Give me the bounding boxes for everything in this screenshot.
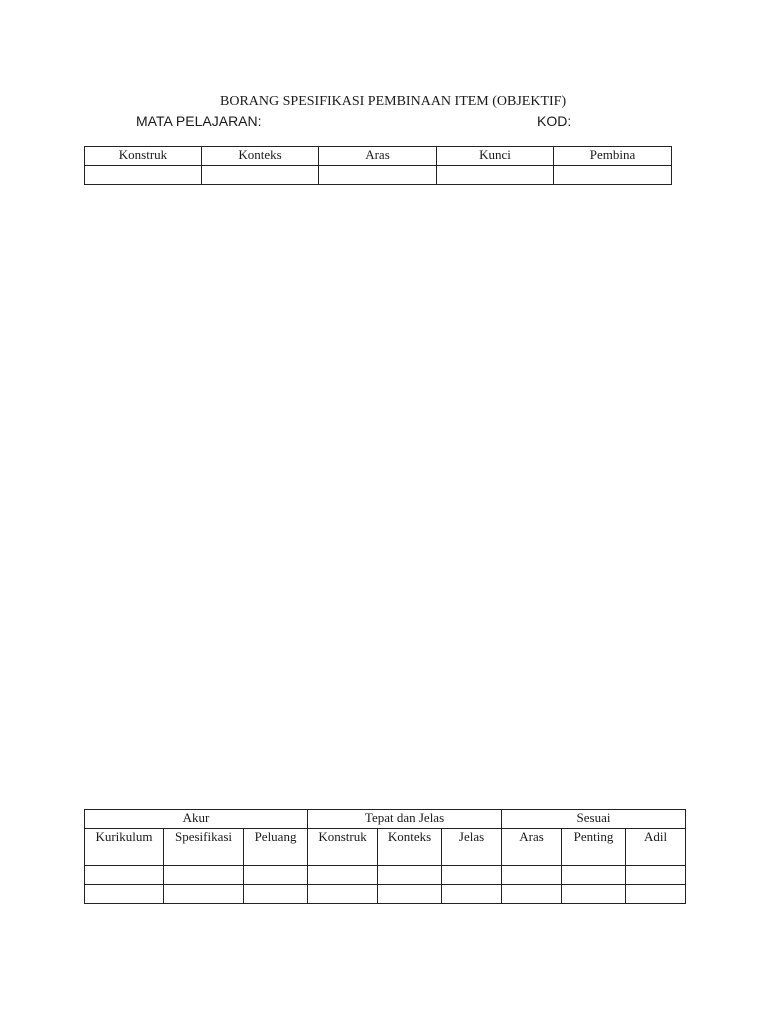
table-cell	[164, 866, 244, 885]
table-cell	[442, 885, 502, 904]
table-cell	[442, 866, 502, 885]
table-cell	[85, 885, 164, 904]
table-cell	[554, 166, 672, 185]
table-cell	[308, 885, 378, 904]
review-group-header: Akur	[85, 810, 308, 829]
subject-label: MATA PELAJARAN:	[136, 113, 262, 129]
spec-col-header: Konstruk	[85, 147, 202, 166]
review-col-header: Konteks	[378, 829, 442, 866]
table-cell	[626, 885, 686, 904]
review-group-row	[85, 810, 686, 829]
table-cell	[626, 866, 686, 885]
spec-header-row	[85, 147, 672, 166]
table-cell	[85, 866, 164, 885]
document-title: BORANG SPESIFIKASI PEMBINAAN ITEM (OBJEKTIF)	[220, 94, 567, 109]
table-cell	[319, 166, 437, 185]
review-subheader-row	[85, 829, 686, 866]
table-cell	[378, 866, 442, 885]
table-cell	[378, 885, 442, 904]
table-cell	[85, 166, 202, 185]
table-cell	[308, 866, 378, 885]
review-col-header: Kurikulum	[85, 829, 164, 866]
table-cell	[562, 866, 626, 885]
table-cell	[502, 885, 562, 904]
table-cell	[164, 885, 244, 904]
review-group-header: Sesuai	[502, 810, 686, 829]
spec-table	[84, 146, 672, 185]
code-label: KOD:	[537, 113, 572, 129]
review-col-header: Penting	[562, 829, 626, 866]
review-col-header: Aras	[502, 829, 562, 866]
table-cell	[562, 885, 626, 904]
table-cell	[437, 166, 554, 185]
table-cell	[202, 166, 319, 185]
table-row	[85, 166, 672, 185]
table-cell	[244, 885, 308, 904]
review-table	[84, 809, 686, 904]
review-col-header: Peluang	[244, 829, 308, 866]
review-col-header: Konstruk	[308, 829, 378, 866]
table-cell	[244, 866, 308, 885]
spec-col-header: Pembina	[554, 147, 672, 166]
spec-col-header: Kunci	[437, 147, 554, 166]
spec-col-header: Konteks	[202, 147, 319, 166]
review-group-header: Tepat dan Jelas	[308, 810, 502, 829]
table-cell	[502, 866, 562, 885]
review-col-header: Jelas	[442, 829, 502, 866]
table-row	[85, 885, 686, 904]
table-row	[85, 866, 686, 885]
review-col-header: Adil	[626, 829, 686, 866]
spec-col-header: Aras	[319, 147, 437, 166]
review-col-header: Spesifikasi	[164, 829, 244, 866]
